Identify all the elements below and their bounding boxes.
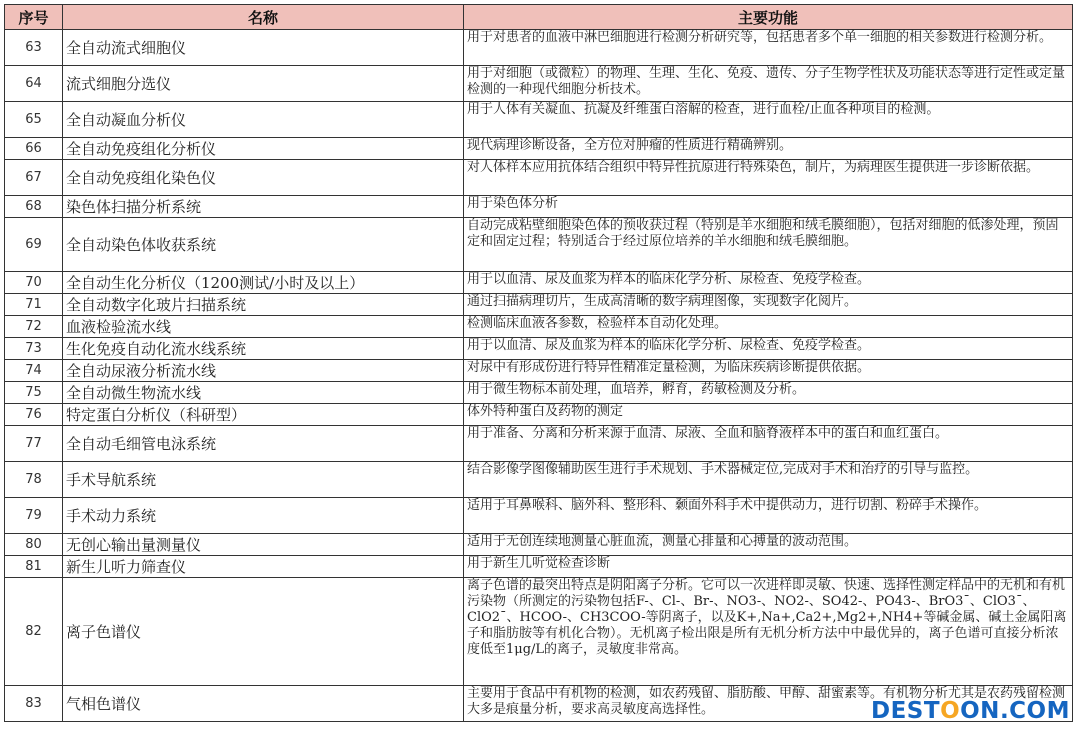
cell-function: 用于以血清、尿及血浆为样本的临床化学分析、尿检查、免疫学检查。 (464, 338, 1073, 360)
cell-no: 70 (5, 272, 63, 294)
cell-function: 用于对细胞（或微粒）的物理、生理、生化、免疫、遗传、分子生物学性状及功能状态等进行定性或定量检测的一种现代细胞分析技术。 (464, 66, 1073, 102)
table-row (5, 138, 1073, 160)
cell-function: 对尿中有形成份进行特异性精准定量检测，为临床疾病诊断提供依据。 (464, 360, 1073, 382)
watermark-text-2: O (940, 698, 961, 724)
cell-no: 77 (5, 426, 63, 462)
table-row (5, 102, 1073, 138)
cell-name: 染色体扫描分析系统 (63, 196, 464, 218)
cell-function: 用于对患者的血液中淋巴细胞进行检测分析研究等，包括患者多个单一细胞的相关参数进行检测分析。 (464, 30, 1073, 66)
cell-name: 全自动毛细管电泳系统 (63, 426, 464, 462)
cell-no: 69 (5, 218, 63, 272)
table-row (5, 316, 1073, 338)
table-row (5, 404, 1073, 426)
watermark-text-4: .COM (999, 698, 1070, 724)
cell-no: 79 (5, 498, 63, 534)
header-name: 名称 (63, 5, 464, 30)
watermark-text-1: DEST (871, 698, 941, 724)
cell-no: 67 (5, 160, 63, 196)
cell-name: 全自动免疫组化分析仪 (63, 138, 464, 160)
cell-name: 全自动尿液分析流水线 (63, 360, 464, 382)
cell-function: 对人体样本应用抗体结合组织中特异性抗原进行特殊染色，制片，为病理医生提供进一步诊断依据。 (464, 160, 1073, 196)
cell-function: 用于准备、分离和分析来源于血清、尿液、全血和脑脊液样本中的蛋白和血红蛋白。 (464, 426, 1073, 462)
cell-no: 63 (5, 30, 63, 66)
table-body (5, 30, 1073, 722)
cell-name: 全自动生化分析仪（1200测试/小时及以上） (63, 272, 464, 294)
cell-name: 全自动微生物流水线 (63, 382, 464, 404)
table-row (5, 426, 1073, 462)
cell-name: 手术导航系统 (63, 462, 464, 498)
cell-function: 主要用于食品中有机物的检测，如农药残留、脂肪酸、甲醇、甜蜜素等。有机物分析尤其是农药残留检测大多是痕量分析，要求高灵敏度高选择性。 (464, 686, 1073, 722)
cell-function: 用于人体有关凝血、抗凝及纤维蛋白溶解的检查，进行血栓/止血各种项目的检测。 (464, 102, 1073, 138)
cell-name: 全自动数字化玻片扫描系统 (63, 294, 464, 316)
table-row (5, 66, 1073, 102)
table-row (5, 382, 1073, 404)
cell-function: 现代病理诊断设备，全方位对肿瘤的性质进行精确辨别。 (464, 138, 1073, 160)
table-row (5, 462, 1073, 498)
header-no: 序号 (5, 5, 63, 30)
cell-function: 结合影像学图像辅助医生进行手术规划、手术器械定位,完成对手术和治疗的引导与监控。 (464, 462, 1073, 498)
cell-name: 手术动力系统 (63, 498, 464, 534)
table-row (5, 338, 1073, 360)
cell-function: 用于以血清、尿及血浆为样本的临床化学分析、尿检查、免疫学检查。 (464, 272, 1073, 294)
cell-no: 73 (5, 338, 63, 360)
cell-function: 用于新生儿听觉检查诊断 (464, 556, 1073, 578)
table-row (5, 578, 1073, 686)
cell-name: 血液检验流水线 (63, 316, 464, 338)
cell-name: 全自动染色体收获系统 (63, 218, 464, 272)
watermark-text-3: ON (960, 698, 1000, 724)
cell-function: 适用于耳鼻喉科、脑外科、整形科、颡面外科手术中提供动力，进行切割、粉碎手术操作。 (464, 498, 1073, 534)
cell-function: 体外特种蛋白及药物的测定 (464, 404, 1073, 426)
table-row (5, 196, 1073, 218)
cell-no: 81 (5, 556, 63, 578)
cell-no: 68 (5, 196, 63, 218)
cell-function: 用于微生物标本前处理，血培养，孵育，药敏检测及分析。 (464, 382, 1073, 404)
cell-function: 检测临床血液各参数，检验样本自动化处理。 (464, 316, 1073, 338)
table-header-row (5, 5, 1073, 30)
table-row (5, 294, 1073, 316)
cell-no: 72 (5, 316, 63, 338)
cell-name: 无创心输出量测量仪 (63, 534, 464, 556)
cell-name: 新生儿听力筛查仪 (63, 556, 464, 578)
table-row (5, 498, 1073, 534)
cell-no: 74 (5, 360, 63, 382)
table-row (5, 160, 1073, 196)
cell-name: 特定蛋白分析仪（科研型） (63, 404, 464, 426)
cell-no: 83 (5, 686, 63, 722)
cell-no: 71 (5, 294, 63, 316)
table-row (5, 272, 1073, 294)
cell-function: 适用于无创连续地测量心脏血流，测量心排量和心搏量的波动范围。 (464, 534, 1073, 556)
header-function: 主要功能 (464, 5, 1073, 30)
cell-name: 全自动免疫组化染色仪 (63, 160, 464, 196)
table-row (5, 360, 1073, 382)
table-row (5, 534, 1073, 556)
cell-name: 生化免疫自动化流水线系统 (63, 338, 464, 360)
cell-name: 离子色谱仪 (63, 578, 464, 686)
cell-no: 76 (5, 404, 63, 426)
table-row (5, 218, 1073, 272)
watermark-logo (871, 698, 1070, 724)
cell-name: 全自动凝血分析仪 (63, 102, 464, 138)
cell-function: 用于染色体分析 (464, 196, 1073, 218)
cell-name: 流式细胞分选仪 (63, 66, 464, 102)
cell-no: 78 (5, 462, 63, 498)
cell-no: 82 (5, 578, 63, 686)
cell-function: 离子色谱的最突出特点是阴阳离子分析。它可以一次进样即灵敏、快速、选择性测定样品中的无机和有机污染物（所测定的污染物包括F-、Cl-、Br-、NO3-、NO2-、SO42-、PO43-、BrO3¯、ClO3¯、ClO2¯、HCOO-、CH3COO-等阴离子，以及K+,Na+,Ca2+,Mg2+,NH4+等碱金属、碱土金属阳离子和脂肪胺等有机化合物）。无机离子检出限是所有无机分析方法中中最优异的，离子色谱可直接分析浓度低至1μg/L的离子，灵敏度非常高。 (464, 578, 1073, 686)
cell-no: 66 (5, 138, 63, 160)
cell-no: 75 (5, 382, 63, 404)
cell-no: 80 (5, 534, 63, 556)
cell-function: 自动完成粘壁细胞染色体的预收获过程（特别是羊水细胞和绒毛膜细胞），包括对细胞的低渗处理，预固定和固定过程；特别适合于经过原位培养的羊水细胞和绒毛膜细胞。 (464, 218, 1073, 272)
cell-no: 64 (5, 66, 63, 102)
table-row (5, 30, 1073, 66)
cell-function: 通过扫描病理切片，生成高清晰的数字病理图像，实现数字化阅片。 (464, 294, 1073, 316)
table-row (5, 556, 1073, 578)
cell-no: 65 (5, 102, 63, 138)
cell-name: 气相色谱仪 (63, 686, 464, 722)
cell-name: 全自动流式细胞仪 (63, 30, 464, 66)
equipment-table (4, 4, 1073, 722)
